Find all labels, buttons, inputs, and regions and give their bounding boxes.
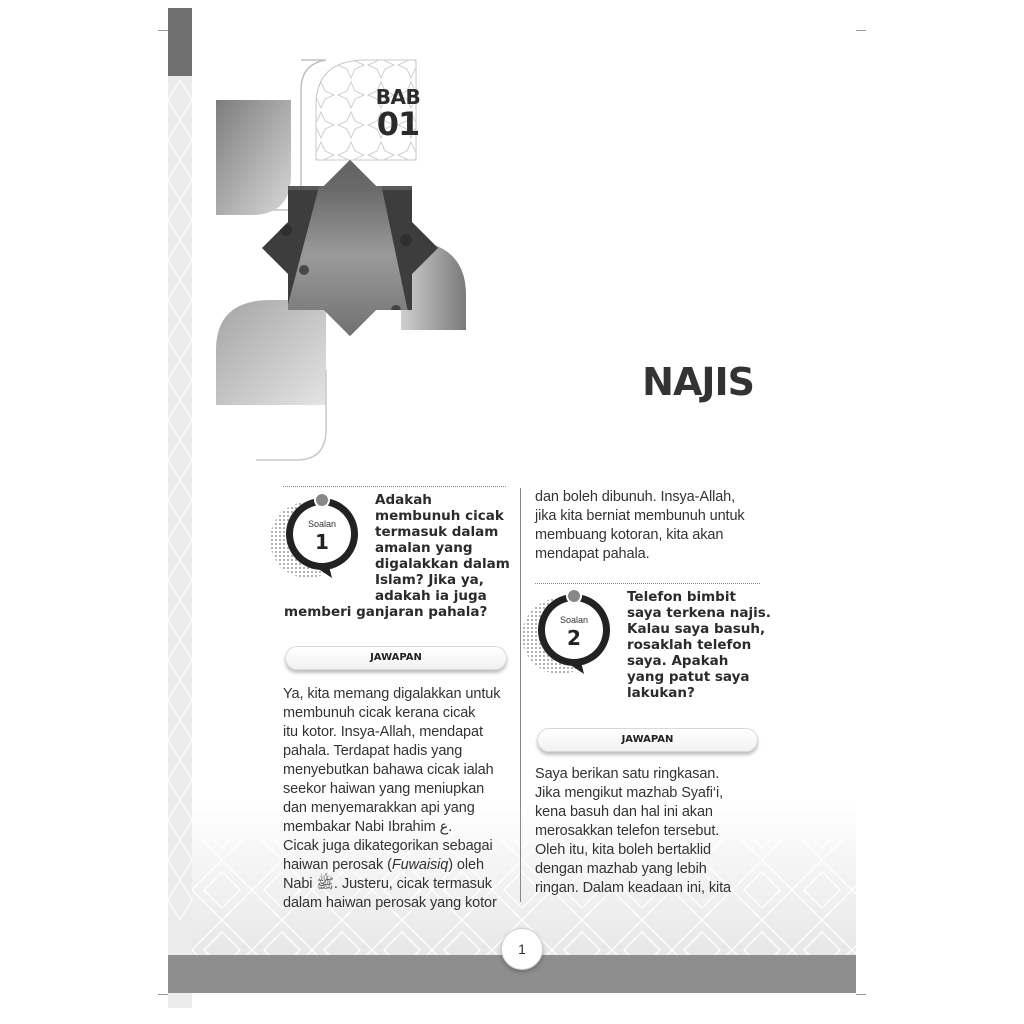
answer-text: seekor haiwan yang meniupkan xyxy=(283,781,485,797)
continuation-text: membuang kotoran, kita akan xyxy=(535,527,724,543)
column-divider xyxy=(520,488,521,902)
question-text: amalan yang xyxy=(375,540,473,556)
left-strip-header xyxy=(168,8,192,76)
question-text: lakukan? xyxy=(627,685,695,701)
answer-text: Jika mengikut mazhab Syafi‘i, xyxy=(535,785,724,801)
question-text: yang patut saya xyxy=(627,669,750,685)
question-text: digalakkan dalam xyxy=(375,556,510,572)
answer-text: Oleh itu, kita boleh bertaklid xyxy=(535,842,711,858)
question-text: Kalau saya basuh, xyxy=(627,621,766,637)
answer-text: ringan. Dalam keadaan ini, kita xyxy=(535,880,731,896)
answer-label: JAWAPAN xyxy=(537,728,758,752)
answer-text: dengan mazhab yang lebih xyxy=(535,861,707,877)
answer-text: Cicak juga dikategorikan sebagai xyxy=(283,838,493,854)
chapter-title: NAJIS xyxy=(642,360,754,404)
answer-text: Ya, kita memang digalakkan untuk xyxy=(283,686,501,702)
question-text: saya terkena najis. xyxy=(627,605,771,621)
question-divider xyxy=(283,486,506,487)
book-page xyxy=(168,0,856,1024)
continuation-text: jika kita berniat membunuh untuk xyxy=(535,508,745,524)
badge-label: Soalan xyxy=(307,519,337,529)
answer-text: dalam haiwan perosak yang kotor xyxy=(283,895,497,911)
question-divider xyxy=(535,583,760,584)
answer-text: Saya berikan satu ringkasan. xyxy=(535,766,720,782)
answer-text: haiwan perosak (Fuwaisiq) oleh xyxy=(283,857,484,873)
answer-text: membakar Nabi Ibrahim ع. xyxy=(283,819,453,835)
answer-text: menyebutkan bahawa cicak ialah xyxy=(283,762,494,778)
answer-text: pahala. Terdapat hadis yang xyxy=(283,743,463,759)
question-text: membunuh cicak xyxy=(375,508,504,524)
question-text: termasuk dalam xyxy=(375,524,499,540)
question-text: saya. Apakah xyxy=(627,653,729,669)
question-text: Adakah xyxy=(375,492,432,508)
page-number: 1 xyxy=(501,928,543,970)
left-strip-ornament xyxy=(168,80,192,950)
answer-text: merosakkan telefon tersebut. xyxy=(535,823,720,839)
answer-text: Nabi ﷺ. Justeru, cicak termasuk xyxy=(283,876,492,892)
question-text: Telefon bimbit xyxy=(627,589,736,605)
question-text: Islam? Jika ya, xyxy=(375,572,484,588)
answer-label: JAWAPAN xyxy=(285,646,507,670)
chapter-label: BAB xyxy=(375,85,421,109)
badge-number: 1 xyxy=(315,530,329,554)
chapter-number: 01 xyxy=(376,105,420,143)
question-text: memberi ganjaran pahala? xyxy=(284,604,488,620)
question-text: rosaklah telefon xyxy=(627,637,752,653)
continuation-text: dan boleh dibunuh. Insya-Allah, xyxy=(535,489,736,505)
question-text: adakah ia juga xyxy=(375,588,487,604)
badge-number: 2 xyxy=(567,626,581,650)
answer-text: membunuh cicak kerana cicak xyxy=(283,705,476,721)
answer-text: kena basuh dan hal ini akan xyxy=(535,804,713,820)
answer-text: itu kotor. Insya-Allah, mendapat xyxy=(283,724,483,740)
continuation-text: mendapat pahala. xyxy=(535,546,650,562)
badge-label: Soalan xyxy=(559,615,589,625)
answer-text: dan menyemarakkan api yang xyxy=(283,800,475,816)
